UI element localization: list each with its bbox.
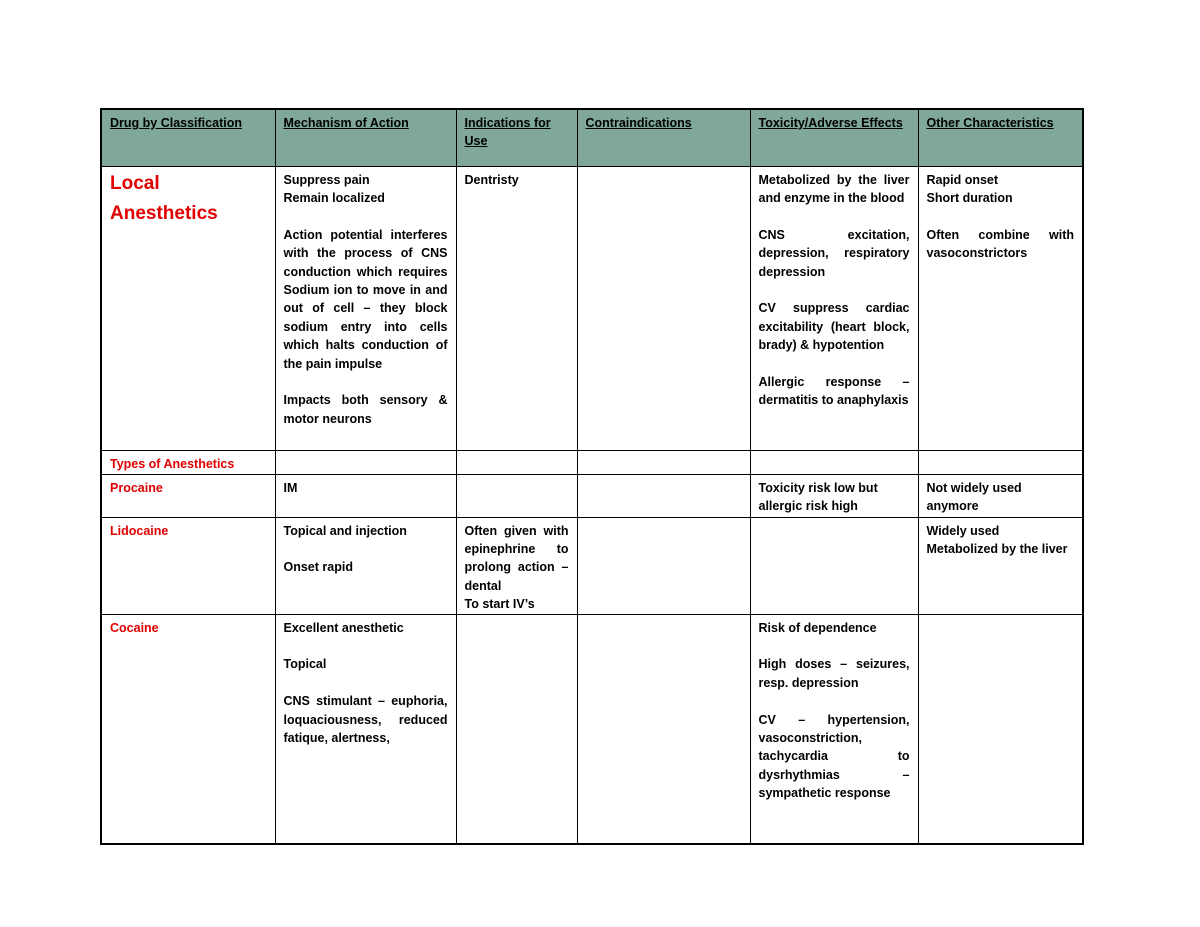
types-of-anesthetics-label: Types of Anesthetics xyxy=(101,450,275,474)
local-mechanism-cell xyxy=(275,166,456,450)
table-row-local-anesthetics xyxy=(101,166,1083,450)
toxicity-paragraph: CNS excitation, depression, respiratory depression xyxy=(758,227,910,279)
header-toxicity: Toxicity/Adverse Effects xyxy=(750,109,918,166)
header-drug-classification: Drug by Classification xyxy=(101,109,275,166)
header-mechanism-of-action: Mechanism of Action xyxy=(275,109,456,166)
lidocaine-other-cell xyxy=(918,517,1083,614)
lidocaine-indications-cell xyxy=(456,517,577,614)
toxicity-paragraph: High doses – seizures, resp. depression xyxy=(758,657,910,690)
local-anesthetics-title xyxy=(101,166,275,450)
mechanism-paragraph: CNS stimulant – euphoria, loquaciousness, reduced fatique, alertness, xyxy=(283,694,448,745)
mechanism-line: Topical xyxy=(283,657,327,672)
mechanism-paragraph: Impacts both sensory & motor neurons xyxy=(283,393,448,426)
local-indications-cell: Dentristy xyxy=(456,166,577,450)
empty-cell xyxy=(918,614,1083,844)
title-line-1: Local xyxy=(110,172,160,194)
toxicity-paragraph: Allergic response – dermatitis to anaphylaxis xyxy=(758,374,910,408)
empty-cell xyxy=(456,474,577,517)
title-line-2: Anesthetics xyxy=(110,202,218,224)
other-line: Rapid onset xyxy=(926,172,999,187)
procaine-mechanism-cell: IM xyxy=(275,474,456,517)
indications-paragraph: Often given with epinephrine to prolong action – dental xyxy=(464,523,569,593)
other-line: Short duration xyxy=(926,190,1013,205)
mechanism-line: Onset rapid xyxy=(283,560,353,575)
drug-name-cocaine: Cocaine xyxy=(101,614,275,844)
cocaine-toxicity-cell xyxy=(750,614,918,844)
mechanism-line: Topical and injection xyxy=(283,523,407,538)
empty-cell xyxy=(750,517,918,614)
indications-line: To start IV’s xyxy=(464,597,535,612)
table-row-cocaine xyxy=(101,614,1083,844)
other-line: Widely used xyxy=(926,523,1000,538)
toxicity-paragraph: Metabolized by the liver and enzyme in the blood xyxy=(758,172,910,205)
empty-cell xyxy=(918,450,1083,474)
other-paragraph: Metabolized by the liver xyxy=(926,541,1068,556)
drug-classification-table xyxy=(100,108,1084,845)
other-paragraph: Often combine with vasoconstrictors xyxy=(926,227,1074,261)
header-other-characteristics: Other Characteristics xyxy=(918,109,1083,166)
procaine-toxicity-cell: Toxicity risk low but allergic risk high xyxy=(750,474,918,517)
header-row xyxy=(101,109,1083,166)
drug-name-procaine: Procaine xyxy=(101,474,275,517)
empty-cell xyxy=(275,450,456,474)
table-row-types xyxy=(101,450,1083,474)
header-contraindications: Contraindications xyxy=(577,109,750,166)
mechanism-line: Remain localized xyxy=(283,190,385,205)
empty-cell xyxy=(750,450,918,474)
header-indications: Indications for Use xyxy=(456,109,577,166)
lidocaine-mechanism-cell xyxy=(275,517,456,614)
mechanism-paragraph: Action potential interferes with the process of CNS conduction which requires Sodium ion to move in and out of cell – they block sodium entry into cells which halts conduction of the pain impulse xyxy=(283,227,448,371)
procaine-other-cell: Not widely used anymore xyxy=(918,474,1083,517)
local-toxicity-cell xyxy=(750,166,918,450)
table-row-procaine xyxy=(101,474,1083,517)
empty-cell xyxy=(577,474,750,517)
toxicity-paragraph: CV – hypertension, vasoconstriction, tachycardia to dysrhythmias – sympathetic response xyxy=(758,712,910,801)
local-contraindications-cell xyxy=(577,166,750,450)
empty-cell xyxy=(577,450,750,474)
table-row-lidocaine xyxy=(101,517,1083,614)
local-other-cell xyxy=(918,166,1083,450)
drug-name-lidocaine: Lidocaine xyxy=(101,517,275,614)
empty-cell xyxy=(456,450,577,474)
cocaine-mechanism-cell xyxy=(275,614,456,844)
empty-cell xyxy=(577,517,750,614)
toxicity-line: Risk of dependence xyxy=(758,620,877,635)
empty-cell xyxy=(577,614,750,844)
toxicity-paragraph: CV suppress cardiac excitability (heart block, brady) & hypotention xyxy=(758,301,910,353)
mechanism-line: Excellent anesthetic xyxy=(283,620,404,635)
mechanism-line: Suppress pain xyxy=(283,172,370,187)
empty-cell xyxy=(456,614,577,844)
